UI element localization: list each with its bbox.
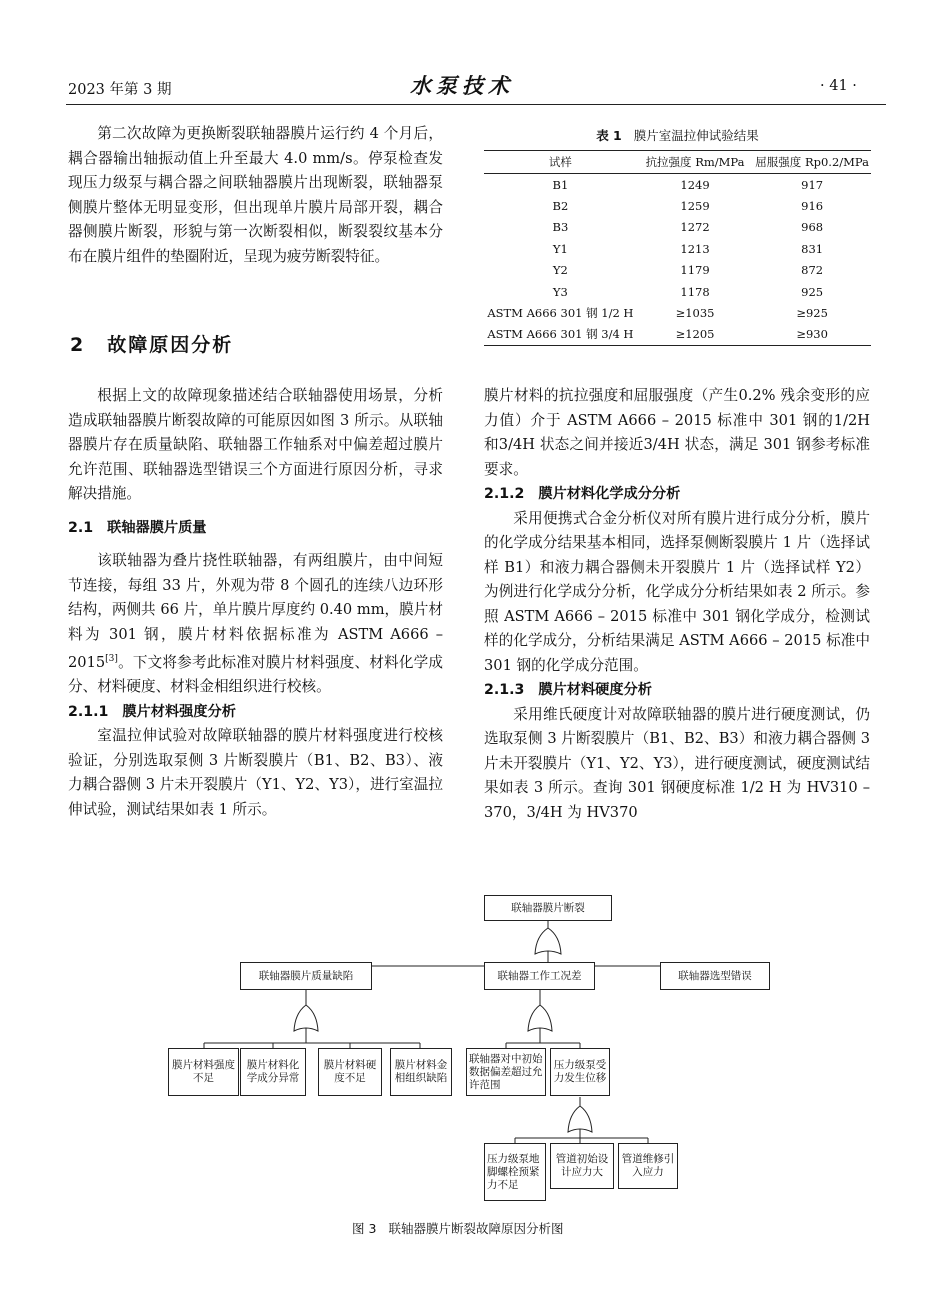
fault-leaf-chemistry: 膜片材料化学成分异常	[240, 1048, 306, 1096]
subsection-2-1-3-paragraph: 采用维氏硬度计对故障联轴器的膜片进行硬度测试，仍选取泵侧 3 片断裂膜片（B1、B2、B3）和液力耦合器侧 3 片未开裂膜片（Y1、Y2、Y3），进行硬度测试，硬度测试结果如表 3 所示。查询 301 钢硬度标准 1/2 H 为 HV310 – 370，3/4H 为 HV370	[484, 705, 870, 821]
or-gate-left	[294, 1005, 318, 1031]
or-gate-top	[535, 928, 561, 954]
table-cell: ≥930	[753, 324, 871, 346]
subsection-2-1-3-title: 膜片材料硬度分析	[538, 682, 652, 698]
fault-node-quality: 联轴器膜片质量缺陷	[240, 962, 372, 990]
table-cell: 968	[801, 220, 824, 235]
subsection-2-1-text-a: 该联轴器为叠片挠性联轴器，有两组膜片，由中间短节连接，每组 33 片，外观为带 8 个圆孔的连续八边环形结构，两侧共 66 片，单片膜片厚度约 0.40 mm，膜片材料为 301 钢，膜片材料依据标准为 ASTM A666 – 2015	[68, 552, 443, 671]
table-cell: B2	[552, 199, 569, 214]
subsection-2-1-text-b: 。下文将参考此标准对膜片材料强度、材料化学成分、材料硬度、材料金相组织进行校核。	[68, 653, 443, 696]
or-gate-center	[528, 1005, 552, 1031]
table-cell: 1213	[680, 241, 710, 256]
fault-leaf-pipe-design: 管道初始设计应力大	[550, 1143, 614, 1189]
table-cell: ASTM A666 301 钢 1/2 H	[487, 306, 634, 321]
citation: [3]	[105, 654, 118, 664]
subsection-2-1-1-number: 2.1.1	[68, 703, 109, 720]
figure-3-caption	[352, 1219, 563, 1237]
table-cell: 1259	[680, 199, 710, 214]
fault-leaf-pipe-repair: 管道维修引入应力	[618, 1143, 678, 1189]
table-header-tensile: 抗拉强度 Rm/MPa	[637, 151, 754, 174]
table-cell: 1272	[680, 220, 710, 235]
table-1-label: 表 1	[596, 128, 622, 143]
subsection-2-1-1-title: 膜片材料强度分析	[122, 703, 236, 720]
table-cell: B1	[552, 177, 569, 192]
subsection-2-1-number: 2.1	[68, 519, 94, 536]
fault-leaf-strength: 膜片材料强度不足	[168, 1048, 239, 1096]
section-2-paragraph: 根据上文的故障现象描述结合联轴器使用场景，分析造成联轴器膜片断裂故障的可能原因如图 3 所示。从联轴器膜片存在质量缺陷、联轴器工作轴系对中偏差超过膜片允许范围、联轴器选型错误三个方面进行原因分析，寻求解决措施。	[68, 387, 443, 502]
section-2-number: 2	[70, 334, 86, 356]
journal-title: 水泵技术	[410, 73, 514, 98]
subsection-2-1-2-paragraph: 采用便携式合金分析仪对所有膜片进行成分分析，膜片的化学成分结果基本相同，选择泵侧断裂膜片 1 片（选择试样 B1）和液力耦合器侧未开裂膜片 1 片（选择试样 Y2）为例进行化学成分分析，化学成分分析结果如表 2 所示。参照 ASTM A666 – 2015 标准中 301 钢化学成分，检测试样的化学成分，分析结果满足 ASTM A666 – 2015 标准中 301 钢的化学成分范围。	[484, 509, 870, 674]
table-cell: Y1	[552, 241, 568, 256]
table-cell: 1249	[680, 177, 710, 192]
fault-node-condition: 联轴器工作工况差	[484, 962, 595, 990]
table-header-yield: 屈服强度 Rp0.2/MPa	[753, 151, 871, 174]
subsection-2-1-2-title: 膜片材料化学成分分析	[538, 486, 681, 502]
fault-top-node: 联轴器膜片断裂	[484, 895, 612, 921]
section-2-title: 故障原因分析	[107, 334, 234, 356]
table-cell: 831	[801, 241, 824, 256]
table-cell: 916	[801, 199, 824, 214]
fault-leaf-alignment: 联轴器对中初始数据偏差超过允许范围	[466, 1048, 546, 1096]
table-cell: ASTM A666 301 钢 3/4 H	[484, 324, 637, 346]
subsection-2-1-2-number: 2.1.2	[484, 486, 525, 502]
issue-label: 2023 年第 3 期	[68, 82, 172, 98]
fault-leaf-anchor-bolt: 压力级泵地脚螺栓预紧力不足	[484, 1143, 546, 1201]
table-cell: 872	[801, 263, 824, 278]
intro-paragraph: 第二次故障为更换断裂联轴器膜片运行约 4 个月后，耦合器输出轴振动值上升至最大 4.0 mm/s。停泵检查发现压力级泵与耦合器之间联轴器膜片出现断裂，联轴器泵侧膜片整体无明显变形，但出现单片膜片局部开裂，耦合器侧膜片断裂，形貌与第一次断裂相似，断裂裂纹基本分布在膜片组件的垫圈附近，呈现为疲劳断裂特征。	[68, 125, 443, 265]
table-header-sample: 试样	[484, 151, 637, 174]
table-cell: ≥925	[796, 306, 828, 321]
subsection-2-1-1-paragraph: 室温拉伸试验对故障联轴器的膜片材料强度进行校核验证，分别选取泵侧 3 片断裂膜片（B1、B2、B3）、液力耦合器侧 3 片未开裂膜片（Y1、Y2、Y3），进行室温拉伸试验，测试结果如表 1 所示。	[68, 727, 443, 818]
table-cell: Y2	[552, 263, 568, 278]
table-cell: Y3	[552, 284, 568, 299]
table-cell: ≥1035	[675, 306, 715, 321]
table-cell: 917	[801, 177, 824, 192]
page-number: · 41 ·	[820, 78, 857, 94]
table-1-discussion: 膜片材料的抗拉强度和屈服强度（产生0.2% 残余变形的应力值）介于 ASTM A666 – 2015 标准中 301 钢的1/2H 和3/4H 状态之间并接近3/4H 状态，满足 301 钢参考标准要求。	[484, 387, 870, 478]
table-cell: ≥1205	[637, 324, 754, 346]
fault-node-pump-displacement: 压力级泵受力发生位移	[550, 1048, 610, 1096]
or-gate-lower	[568, 1106, 592, 1132]
fault-node-selection: 联轴器选型错误	[660, 962, 770, 990]
figure-3-title: 联轴器膜片断裂故障原因分析图	[388, 1221, 564, 1236]
table-1-title: 膜片室温拉伸试验结果	[633, 128, 759, 143]
table-cell: B3	[552, 220, 569, 235]
table-cell: 925	[801, 284, 824, 299]
table-cell: 1179	[680, 263, 710, 278]
figure-3-label: 图 3	[352, 1221, 377, 1236]
table-cell: 1178	[680, 284, 710, 299]
subsection-2-1-3-number: 2.1.3	[484, 682, 525, 698]
fault-leaf-hardness: 膜片材料硬度不足	[318, 1048, 382, 1096]
fault-leaf-microstructure: 膜片材料金相组织缺陷	[390, 1048, 452, 1096]
subsection-2-1-title: 联轴器膜片质量	[107, 519, 207, 536]
